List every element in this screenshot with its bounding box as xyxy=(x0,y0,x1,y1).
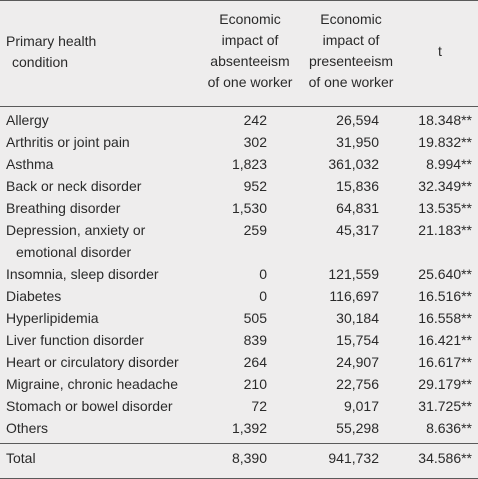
row-presenteeism: 55,298 xyxy=(336,420,379,436)
row-t-value: 21.183** xyxy=(418,222,472,238)
row-absenteeism: 210 xyxy=(243,376,267,392)
row-presenteeism: 361,032 xyxy=(328,156,379,172)
total-label: Total xyxy=(6,450,36,466)
row-presenteeism: 9,017 xyxy=(343,398,379,414)
table-row xyxy=(0,153,478,175)
row-absenteeism: 302 xyxy=(243,134,267,150)
row-presenteeism: 116,697 xyxy=(329,288,379,304)
row-condition-line2: emotional disorder xyxy=(16,244,132,260)
row-t-value: 16.516** xyxy=(418,288,472,304)
row-absenteeism: 952 xyxy=(243,178,267,194)
header-condition-line2: condition xyxy=(12,54,69,70)
row-absenteeism: 242 xyxy=(243,112,267,128)
table-row xyxy=(0,417,478,439)
header-condition-line1: Primary health xyxy=(6,33,97,49)
row-presenteeism: 26,594 xyxy=(336,112,379,128)
row-t-value: 16.421** xyxy=(418,332,472,348)
table-row xyxy=(0,351,478,373)
row-absenteeism: 0 xyxy=(259,266,267,282)
row-condition: Hyperlipidemia xyxy=(6,310,99,326)
row-presenteeism: 24,907 xyxy=(336,354,379,370)
row-condition: Breathing disorder xyxy=(6,200,121,216)
header-absenteeism-line2: impact of xyxy=(221,32,279,48)
table-row xyxy=(0,263,478,285)
row-condition: Asthma xyxy=(6,156,54,172)
table-row xyxy=(0,329,478,351)
row-absenteeism: 259 xyxy=(243,222,267,238)
total-absenteeism: 8,390 xyxy=(231,450,267,466)
row-condition: Arthritis or joint pain xyxy=(6,134,130,150)
row-condition xyxy=(6,219,206,263)
header-presenteeism-line2: impact of xyxy=(322,32,380,48)
row-t-value: 18.348** xyxy=(418,112,472,128)
row-condition: Liver function disorder xyxy=(6,332,144,348)
row-t-value: 8.994** xyxy=(426,156,472,172)
header-rule xyxy=(0,106,478,107)
row-condition: Others xyxy=(6,420,49,436)
total-rule xyxy=(0,443,478,444)
table-body xyxy=(0,109,478,439)
row-presenteeism: 15,754 xyxy=(336,332,379,348)
header-absenteeism xyxy=(200,0,300,106)
table-row xyxy=(0,395,478,417)
table-row xyxy=(0,109,478,131)
row-presenteeism: 22,756 xyxy=(336,376,379,392)
header-absenteeism-line1: Economic xyxy=(219,11,281,27)
row-t-value: 16.558** xyxy=(418,310,472,326)
row-condition: Diabetes xyxy=(6,288,62,304)
row-t-value: 19.832** xyxy=(418,134,472,150)
header-t-label: t xyxy=(438,43,442,59)
header-presenteeism xyxy=(300,0,402,106)
header-t xyxy=(402,0,478,106)
row-t-value: 13.535** xyxy=(418,200,472,216)
header-condition xyxy=(0,0,200,106)
row-absenteeism: 1,823 xyxy=(231,156,267,172)
row-condition: Stomach or bowel disorder xyxy=(6,398,173,414)
row-presenteeism: 121,559 xyxy=(328,266,379,282)
total-row xyxy=(0,447,478,469)
row-t-value: 31.725** xyxy=(418,398,472,414)
row-t-value: 8.636** xyxy=(426,420,472,436)
row-absenteeism: 0 xyxy=(259,288,267,304)
row-absenteeism: 264 xyxy=(243,354,267,370)
table-row xyxy=(0,175,478,197)
row-presenteeism: 31,950 xyxy=(336,134,379,150)
row-absenteeism: 839 xyxy=(243,332,267,348)
row-condition: Back or neck disorder xyxy=(6,178,142,194)
table-row xyxy=(0,307,478,329)
row-presenteeism: 45,317 xyxy=(336,222,379,238)
header-absenteeism-line4: of one worker xyxy=(207,74,293,90)
row-absenteeism: 1,392 xyxy=(231,420,267,436)
row-t-value: 29.179** xyxy=(418,376,472,392)
row-presenteeism: 15,836 xyxy=(336,178,379,194)
table-row xyxy=(0,219,478,263)
header-absenteeism-line3: absenteeism xyxy=(210,53,290,69)
total-t-value: 34.586** xyxy=(418,450,472,466)
row-condition: Allergy xyxy=(6,112,49,128)
row-absenteeism: 72 xyxy=(251,398,267,414)
header-presenteeism-line4: of one worker xyxy=(308,74,394,90)
row-condition: Heart or circulatory disorder xyxy=(6,354,179,370)
total-presenteeism: 941,732 xyxy=(328,450,379,466)
header-presenteeism-line1: Economic xyxy=(320,11,382,27)
row-condition: Migraine, chronic headache xyxy=(6,376,178,392)
row-t-value: 25.640** xyxy=(418,266,472,282)
row-t-value: 16.617** xyxy=(418,354,472,370)
table-row xyxy=(0,197,478,219)
row-condition: Insomnia, sleep disorder xyxy=(6,266,159,282)
table-row-total xyxy=(0,447,478,469)
row-presenteeism: 30,184 xyxy=(336,310,379,326)
row-absenteeism: 505 xyxy=(243,310,267,326)
table-row xyxy=(0,373,478,395)
table-row xyxy=(0,131,478,153)
row-t-value: 32.349** xyxy=(418,178,472,194)
table-row xyxy=(0,285,478,307)
row-condition-line1: Depression, anxiety or xyxy=(6,222,146,238)
header-presenteeism-line3: presenteeism xyxy=(308,53,394,69)
row-presenteeism: 64,831 xyxy=(336,200,379,216)
row-absenteeism: 1,530 xyxy=(231,200,267,216)
